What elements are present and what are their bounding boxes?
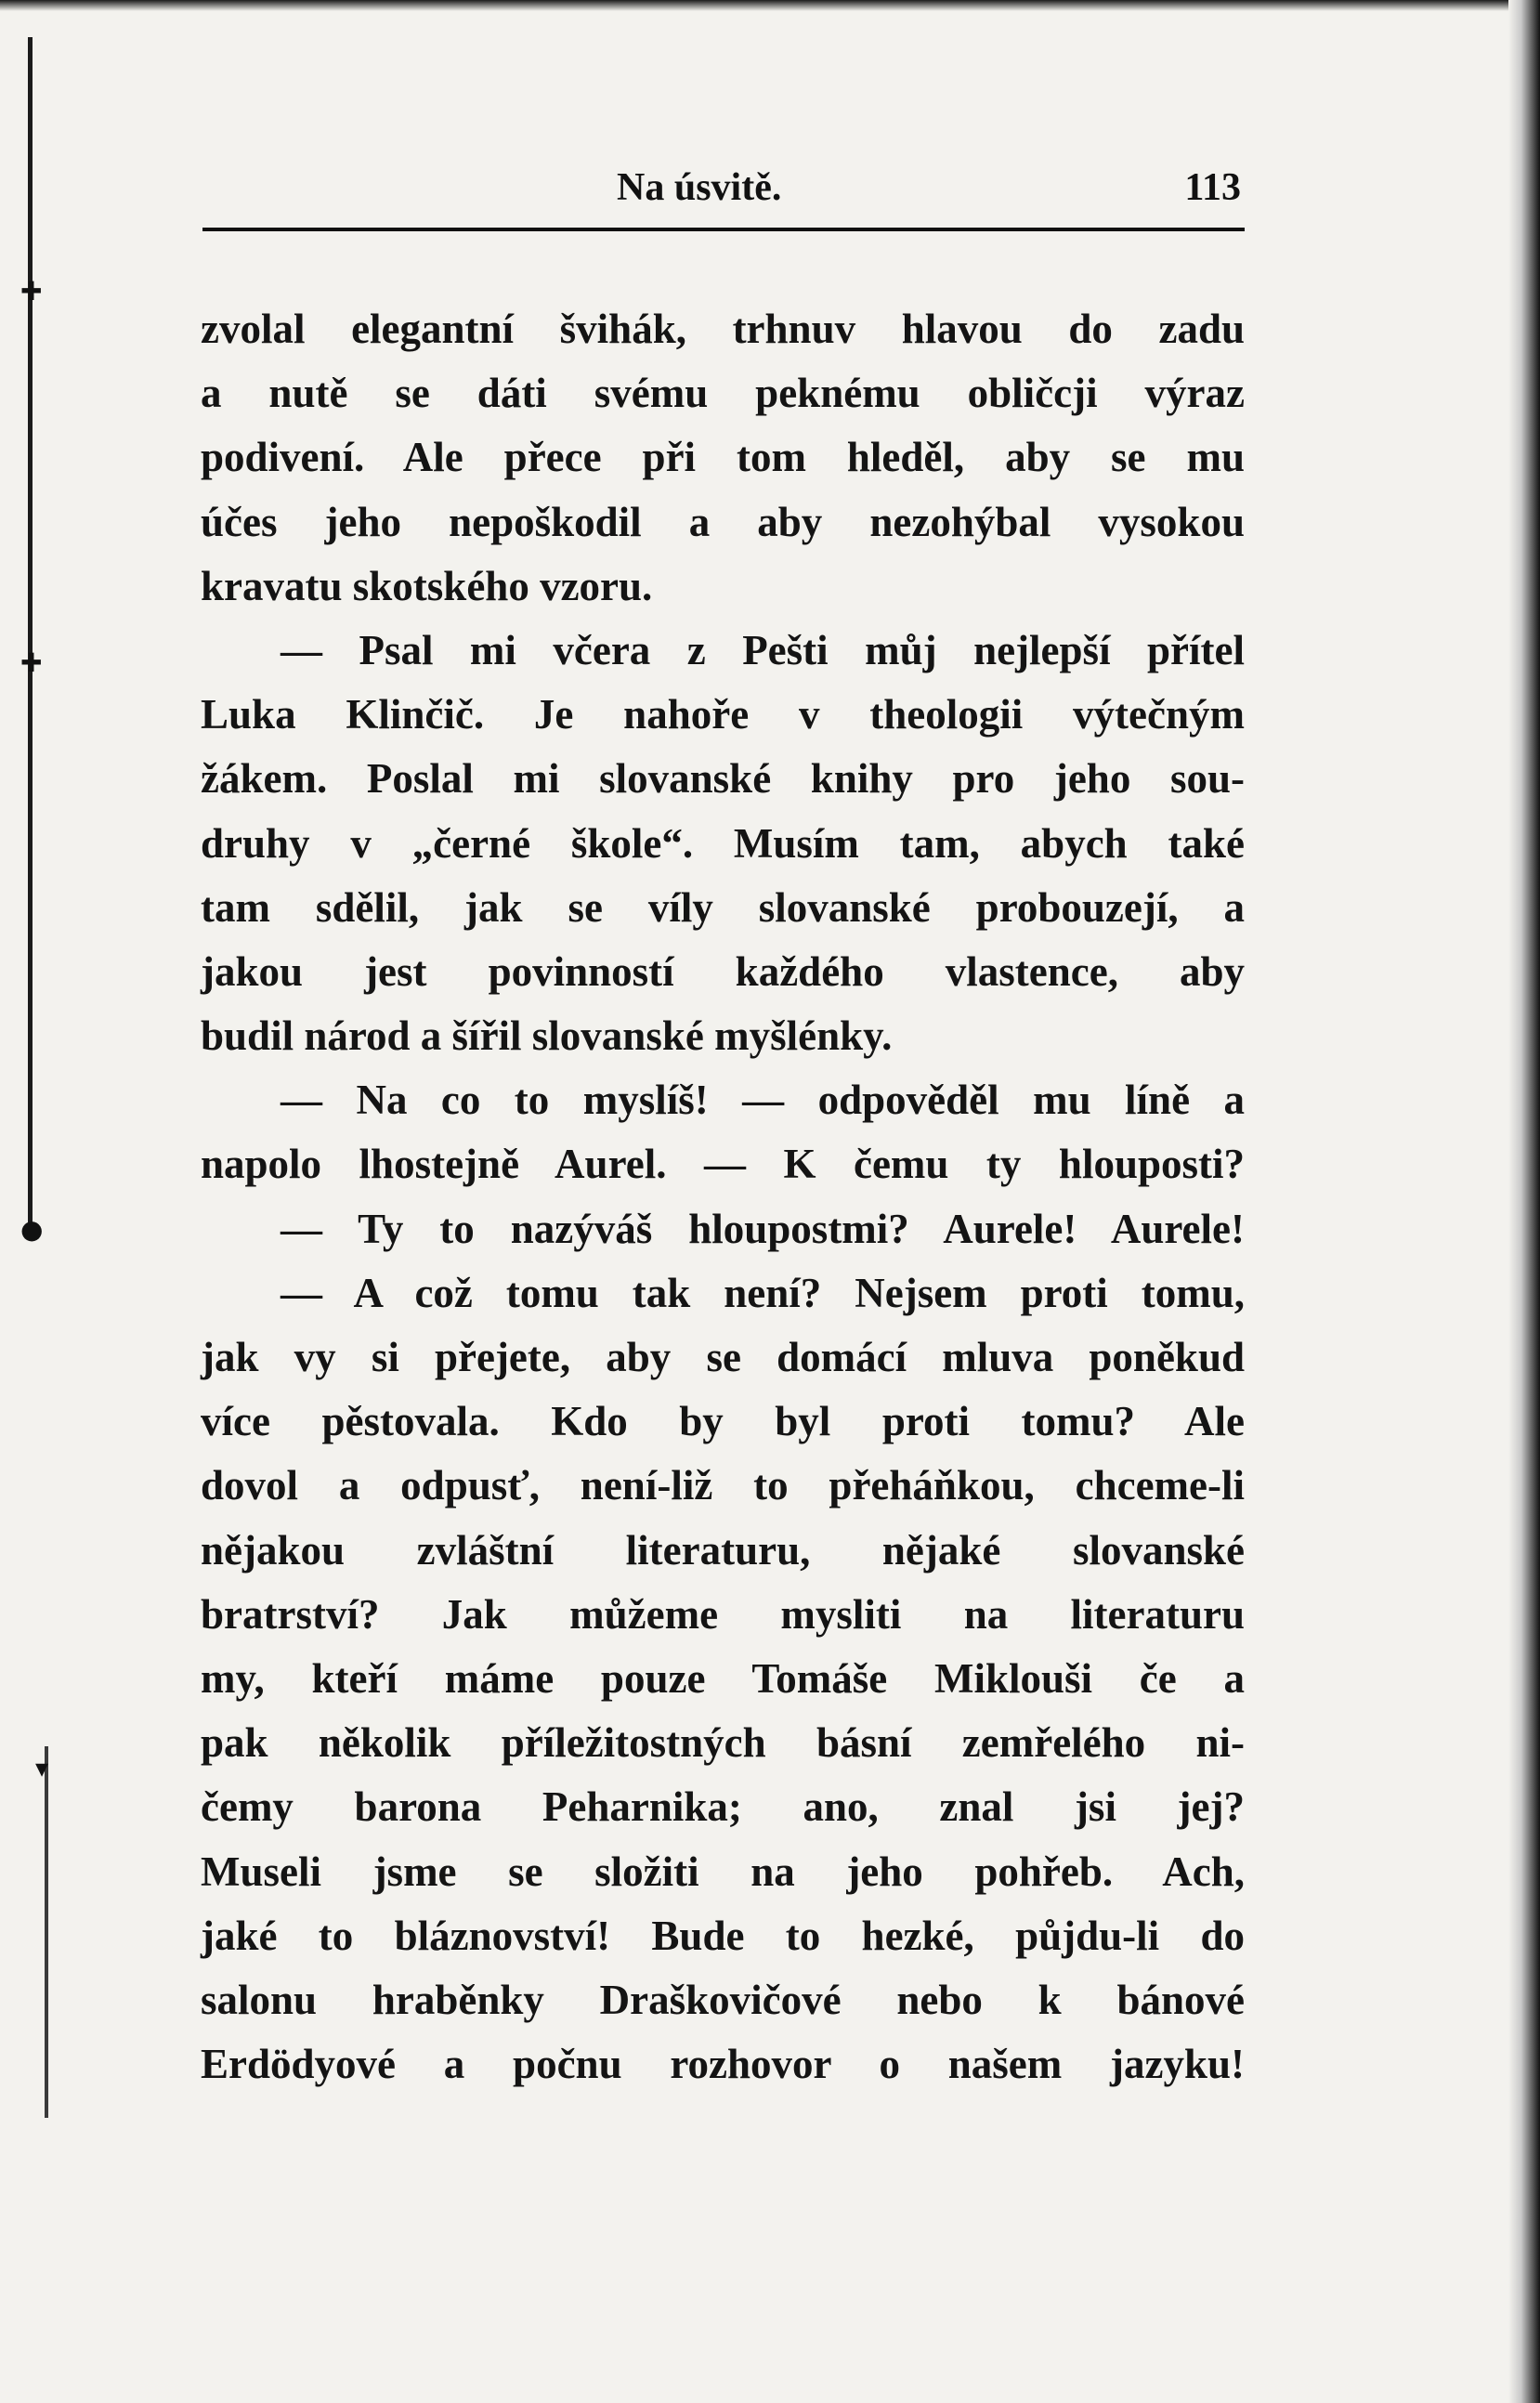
text-line: Museli jsme se složiti na jeho pohřeb. Ach, <box>201 1848 1245 1895</box>
text-line: druhy v „černé škole“. Musím tam, abych také <box>201 819 1245 867</box>
text-line: podivení. Ale přece při tom hleděl, aby se mu <box>201 434 1245 481</box>
header-rule <box>202 228 1245 231</box>
scan-edge-left <box>28 37 33 1226</box>
text-line: Erdödyové a počnu rozhovor o našem jazyku! <box>201 2041 1245 2088</box>
text-line: jakou jest povinností každého vlastence, aby <box>201 947 1245 995</box>
text-line: zvolal elegantní švihák, trhnuv hlavou do zadu <box>201 306 1245 352</box>
scan-mark-icon: ✚ <box>20 647 43 678</box>
text-line: budil národ a šířil slovanské myšlénky. <box>201 1012 893 1060</box>
text-line: bratrství? Jak můžeme mysliti na literaturu <box>201 1590 1245 1638</box>
scan-mark-icon: ✚ <box>20 276 43 307</box>
scan-mark-icon: ▾ <box>35 1753 49 1783</box>
text-line: účes jeho nepoškodil a aby nezohýbal vysokou <box>201 498 1245 545</box>
text-line: žákem. Poslal mi slovanské knihy pro jeho sou- <box>201 755 1245 803</box>
text-line: — Ty to nazýváš hloupostmi? Aurele! Aurele! <box>281 1205 1245 1252</box>
text-line: pak několik příležitostných básní zemřelého ni- <box>201 1719 1245 1767</box>
scan-edge-left-lower <box>45 1746 48 2118</box>
text-line: salonu hraběnky Draškovičové nebo k bánové <box>201 1976 1245 2023</box>
text-line: jaké to bláznovství! Bude to hezké, půjdu-li do <box>201 1912 1245 1959</box>
text-line: my, kteří máme pouze Tomáše Miklouši če a <box>201 1654 1245 1702</box>
text-line: kravatu skotského vzoru. <box>201 562 653 609</box>
text-line: více pěstovala. Kdo by byl proti tomu? Ale <box>201 1398 1245 1445</box>
text-line: čemy barona Peharnika; ano, znal jsi jej? <box>201 1783 1245 1831</box>
text-line: — Psal mi včera z Pešti můj nejlepší přítel <box>281 626 1245 673</box>
text-line: dovol a odpusť, není-liž to přeháňkou, chceme-li <box>201 1462 1245 1509</box>
text-line: jak vy si přejete, aby se domácí mluva poněkud <box>201 1334 1245 1380</box>
running-header <box>202 156 1245 215</box>
text-line: — A což tomu tak není? Nejsem proti tomu, <box>281 1269 1245 1316</box>
scan-edge-right <box>1508 0 1540 2403</box>
scan-mark-icon: ● <box>20 1214 44 1245</box>
text-line: Luka Klinčič. Je nahoře v theologii výtečným <box>201 691 1245 738</box>
text-line: napolo lhostejně Aurel. — K čemu ty hlouposti? <box>201 1141 1245 1188</box>
body-text <box>201 297 1245 2096</box>
text-line: — Na co to myslíš! — odpověděl mu líně a <box>281 1077 1245 1124</box>
scan-edge-top <box>0 0 1540 11</box>
running-title: Na úsvitě. <box>617 166 782 209</box>
text-line: nějakou zvláštní literaturu, nějaké slovanské <box>201 1526 1245 1574</box>
text-line: tam sdělil, jak se víly slovanské probouzejí, a <box>201 883 1245 931</box>
page-number: 113 <box>1184 166 1241 209</box>
text-line: a nutě se dáti svému peknému obličcji výraz <box>201 370 1245 417</box>
